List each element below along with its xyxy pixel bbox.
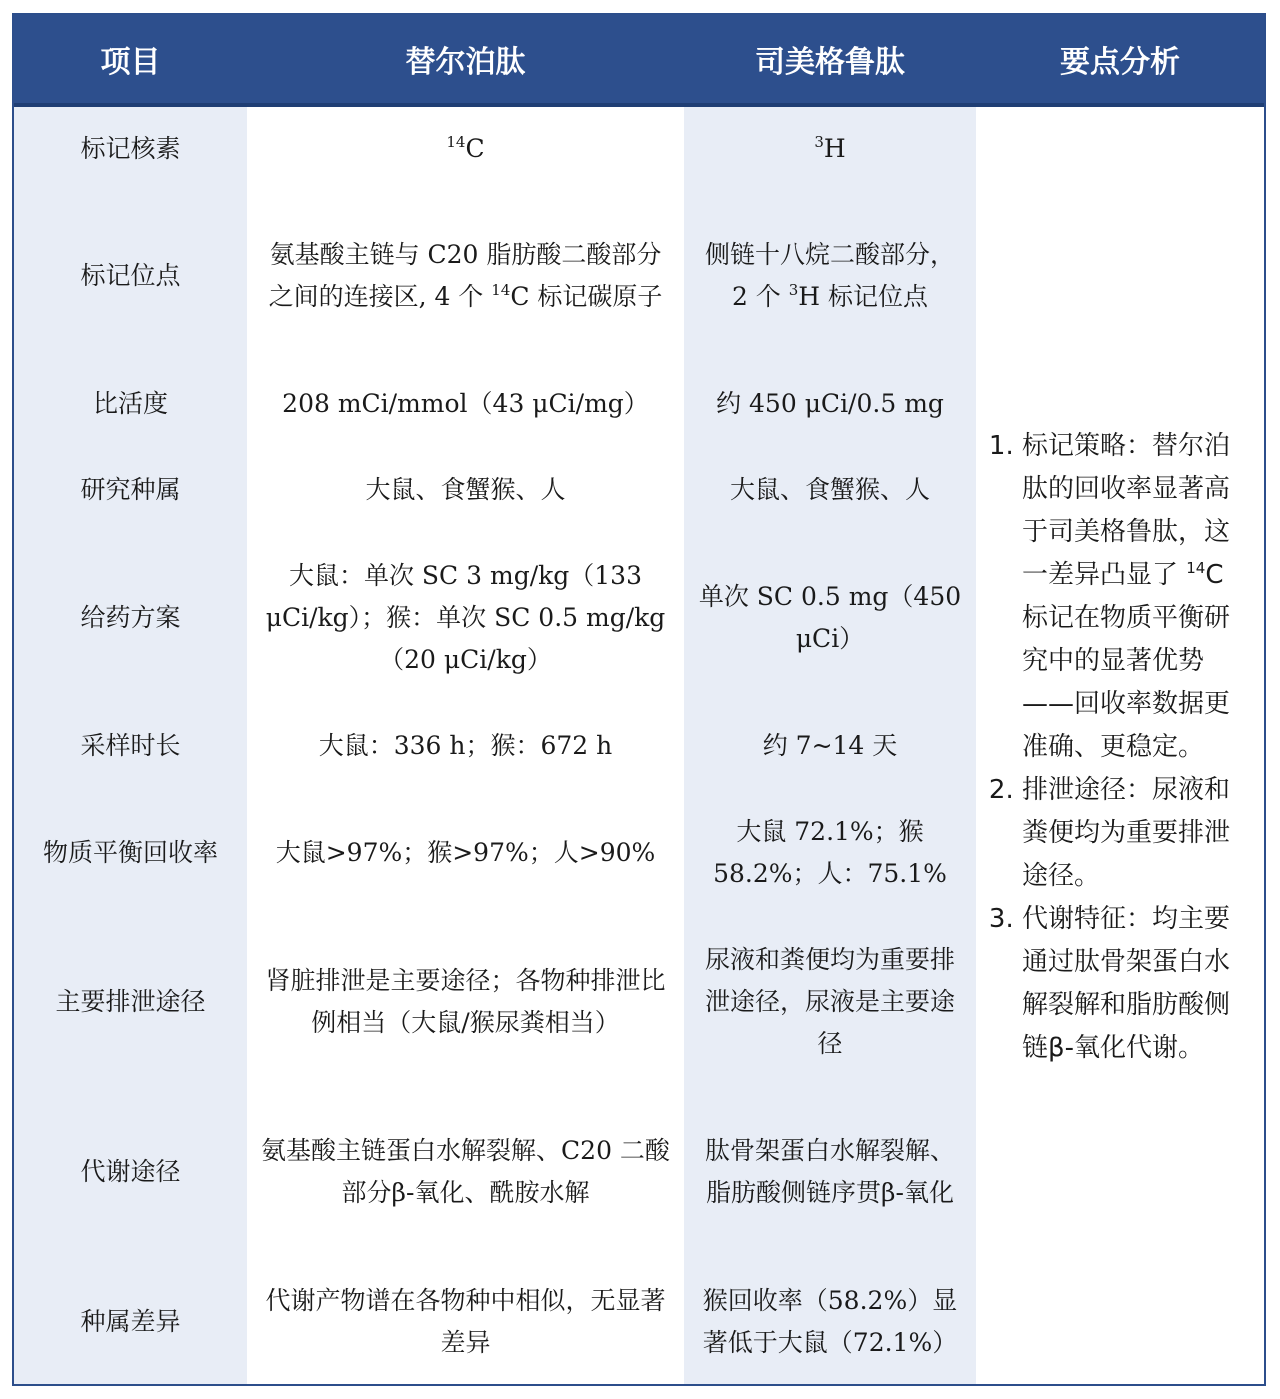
isotope-element: C — [465, 134, 485, 163]
analysis-cell — [976, 105, 1264, 1386]
semaglutide-cell: 约 7~14 天 — [684, 703, 976, 789]
row-label: 标记位点 — [14, 191, 247, 361]
header-semaglutide: 司美格鲁肽 — [684, 15, 976, 105]
isotope-mass: 3 — [814, 133, 824, 151]
row-label: 比活度 — [14, 361, 247, 447]
analysis-point: 1. 标记策略：替尔泊肽的回收率显著高于司美格鲁肽，这一差异凸显了 $^{14}$C 标记在物质平衡研究中的显著优势——回收率数据更准确、更稳定。 — [1022, 425, 1252, 769]
comparison-table-frame — [12, 13, 1266, 1386]
isotope-mass: 14 — [446, 133, 466, 151]
header-row — [14, 15, 1264, 105]
analysis-point: 2. 排泄途径：尿液和粪便均为重要排泄途径。 — [1022, 769, 1252, 898]
semaglutide-cell: 尿液和粪便均为重要排泄途径，尿液是主要途径 — [684, 917, 976, 1087]
row-label: 标记核素 — [14, 105, 247, 191]
semaglutide-cell: 大鼠 72.1%；猴 58.2%；人：75.1% — [684, 789, 976, 917]
analysis-point: 3. 代谢特征：均主要通过肽骨架蛋白水解裂解和脂肪酸侧链β-氧化代谢。 — [1022, 898, 1252, 1070]
row-label: 研究种属 — [14, 447, 247, 533]
comparison-table — [14, 15, 1264, 1386]
tirzepatide-cell: 208 mCi/mmol（43 μCi/mg） — [247, 361, 684, 447]
semaglutide-cell: 肽骨架蛋白水解裂解、脂肪酸侧链序贯β-氧化 — [684, 1087, 976, 1257]
semaglutide-cell: 单次 SC 0.5 mg（450 μCi） — [684, 533, 976, 703]
table-row — [14, 105, 1264, 191]
row-label: 主要排泄途径 — [14, 917, 247, 1087]
header-analysis: 要点分析 — [976, 15, 1264, 105]
tirzepatide-cell: 代谢产物谱在各物种中相似，无显著差异 — [247, 1257, 684, 1386]
row-label: 代谢途径 — [14, 1087, 247, 1257]
isotope-element: H — [823, 134, 846, 163]
tirzepatide-cell: 大鼠、食蟹猴、人 — [247, 447, 684, 533]
tirzepatide-cell: 大鼠：单次 SC 3 mg/kg（133 μCi/kg）；猴：单次 SC 0.5 mg/kg（20 μCi/kg） — [247, 533, 684, 703]
row-label: 给药方案 — [14, 533, 247, 703]
row-label: 物质平衡回收率 — [14, 789, 247, 917]
semaglutide-cell — [684, 105, 976, 191]
semaglutide-cell: 猴回收率（58.2%）显著低于大鼠（72.1%） — [684, 1257, 976, 1386]
row-label: 采样时长 — [14, 703, 247, 789]
tirzepatide-cell: 氨基酸主链与 C20 脂肪酸二酸部分之间的连接区, 4 个 $^{14}$C 标记碳原子 — [247, 191, 684, 361]
row-label: 种属差异 — [14, 1257, 247, 1386]
tirzepatide-cell — [247, 105, 684, 191]
tirzepatide-cell: 肾脏排泄是主要途径；各物种排泄比例相当（大鼠/猴尿粪相当） — [247, 917, 684, 1087]
header-item: 项目 — [14, 15, 247, 105]
header-tirzepatide: 替尔泊肽 — [247, 15, 684, 105]
tirzepatide-cell: 氨基酸主链蛋白水解裂解、C20 二酸部分β-氧化、酰胺水解 — [247, 1087, 684, 1257]
tirzepatide-cell: 大鼠：336 h；猴：672 h — [247, 703, 684, 789]
semaglutide-cell: 约 450 μCi/0.5 mg — [684, 361, 976, 447]
analysis-list — [982, 425, 1252, 1070]
semaglutide-cell: 大鼠、食蟹猴、人 — [684, 447, 976, 533]
tirzepatide-cell: 大鼠>97%；猴>97%；人>90% — [247, 789, 684, 917]
semaglutide-cell: 侧链十八烷二酸部分，2 个 $^3$H 标记位点 — [684, 191, 976, 361]
